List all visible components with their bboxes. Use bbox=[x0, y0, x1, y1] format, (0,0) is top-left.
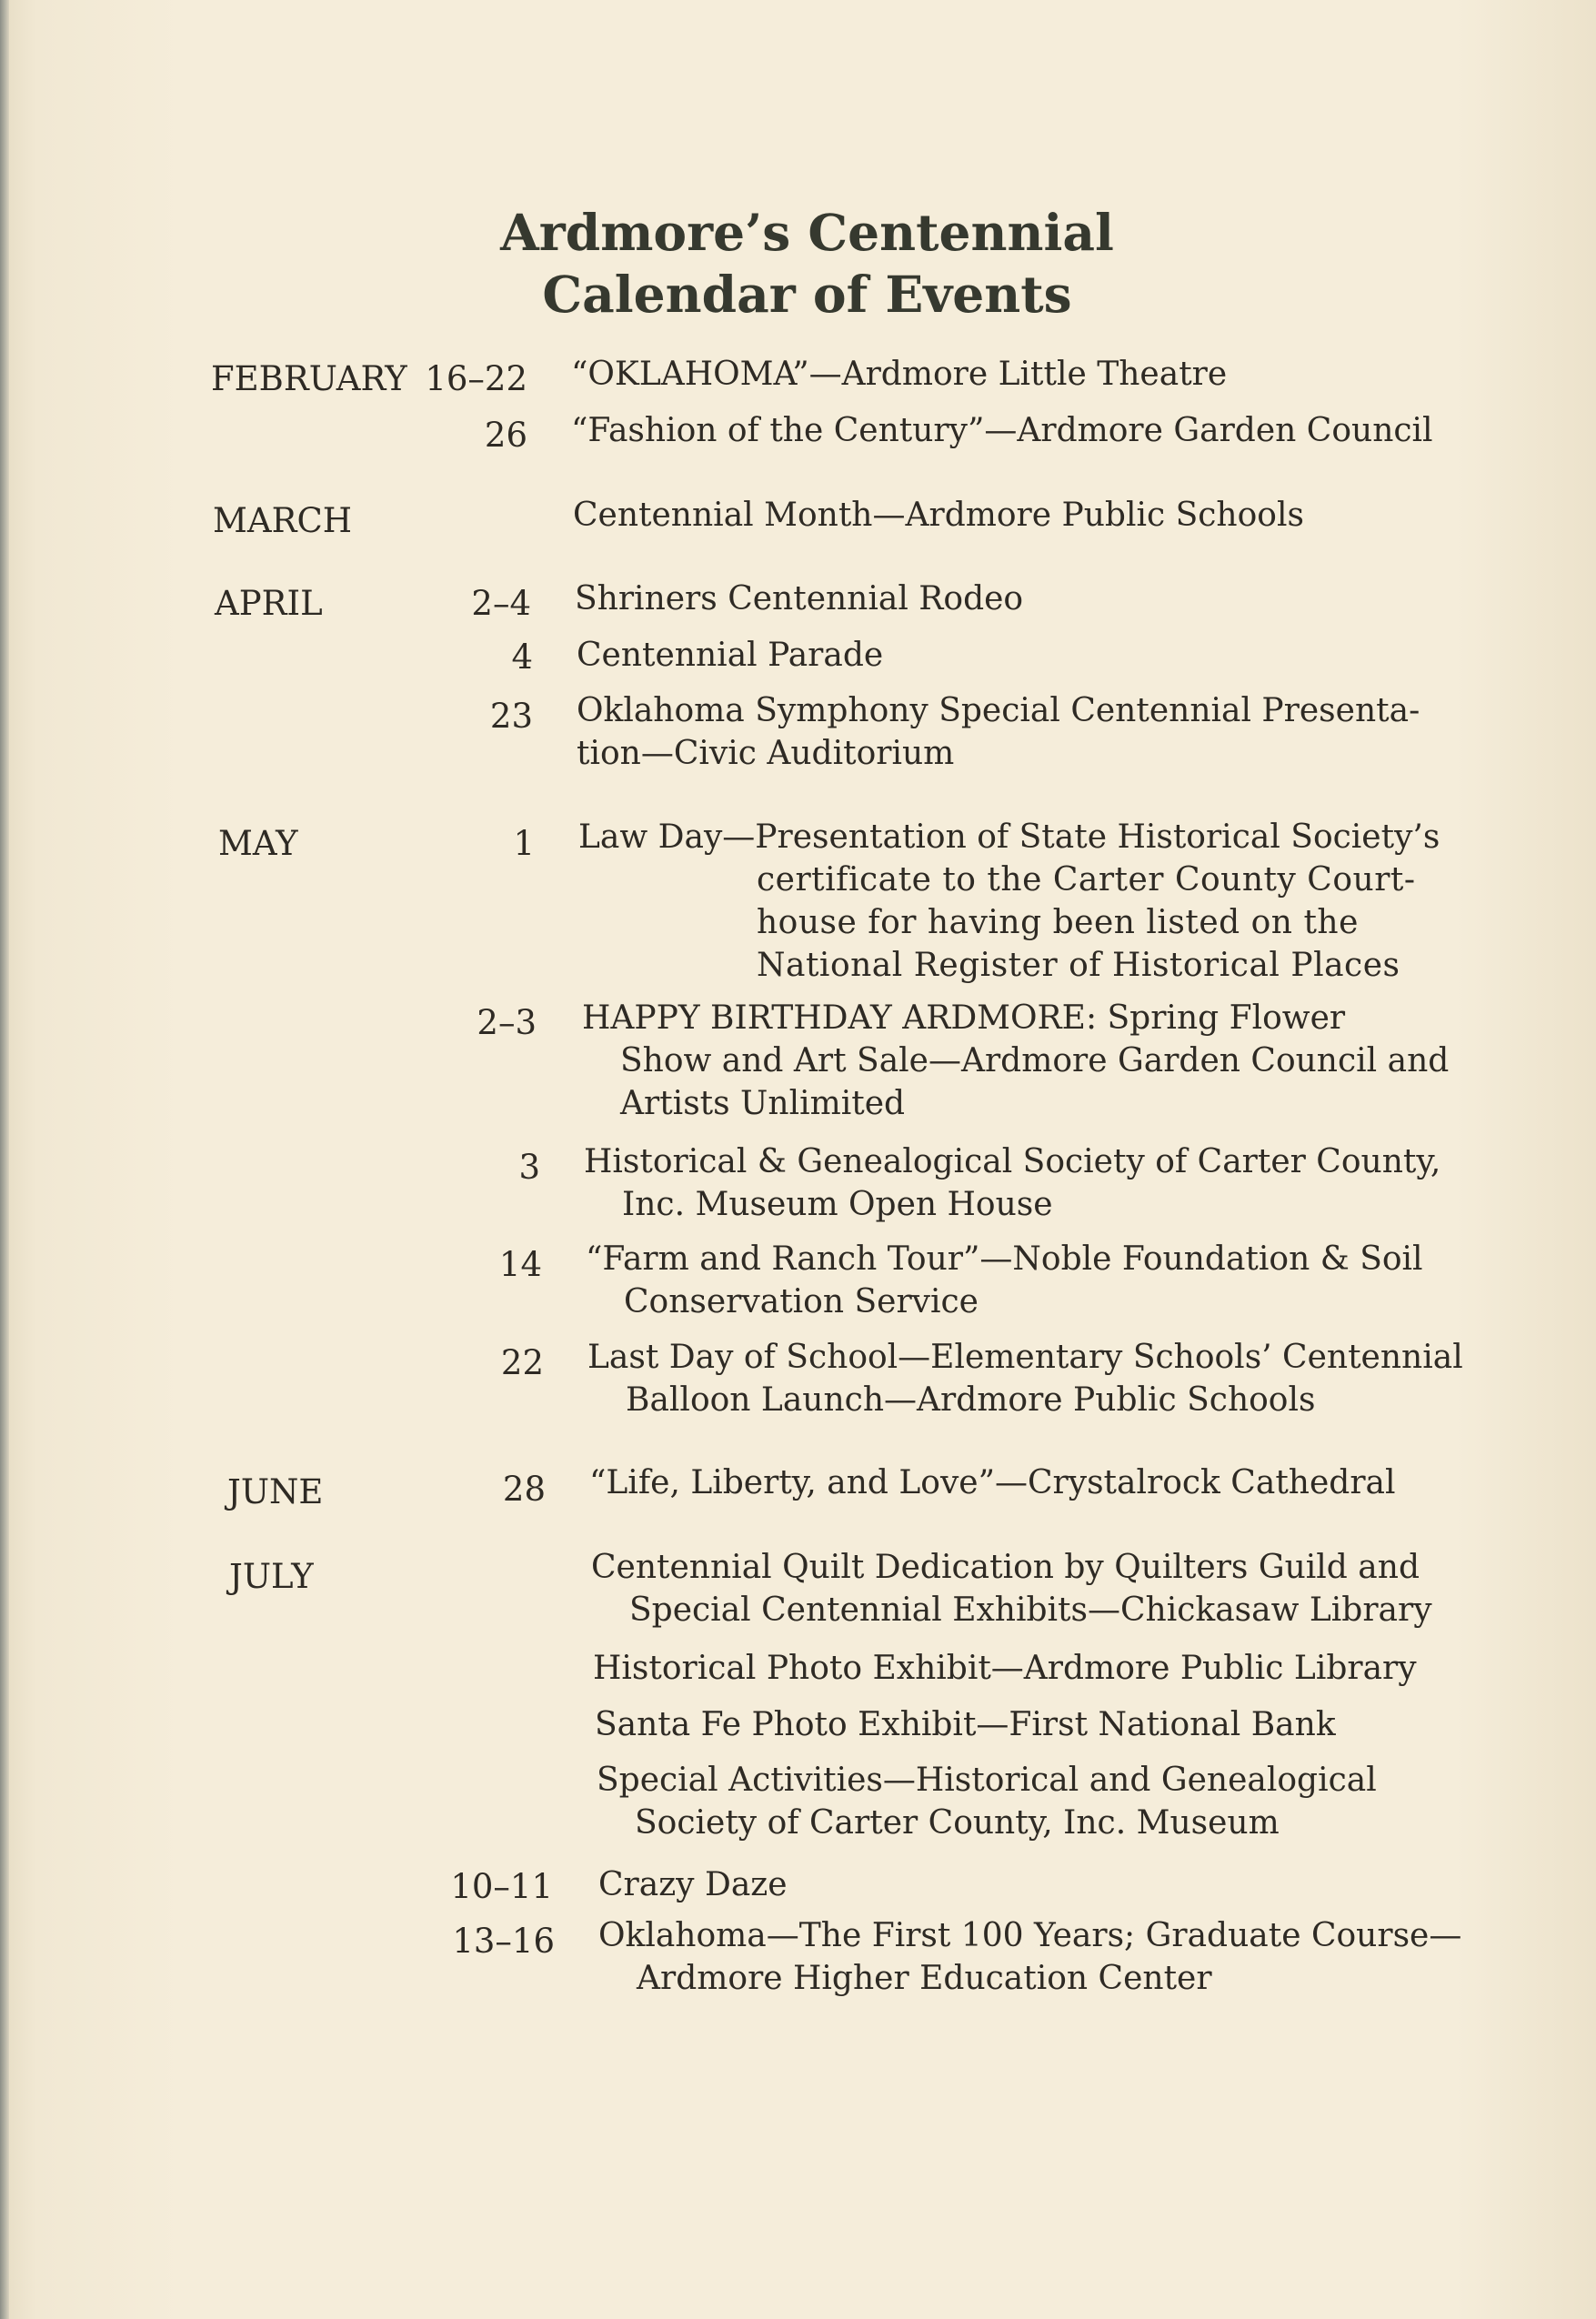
event-text-line: certificate to the Carter County Court- bbox=[757, 861, 1416, 898]
event-text: Centennial Parade bbox=[577, 637, 884, 674]
event-day: 3 bbox=[518, 1148, 540, 1187]
event-text-line: Show and Art Sale—Ardmore Garden Council and bbox=[620, 1042, 1450, 1079]
month-february: FEBRUARY bbox=[211, 359, 407, 398]
event-day: 4 bbox=[511, 637, 533, 677]
event-text: Historical Photo Exhibit—Ardmore Public Library bbox=[593, 1650, 1417, 1687]
event-day: 14 bbox=[498, 1245, 542, 1284]
event-text-line: Law Day—Presentation of State Historical Society’s bbox=[578, 818, 1440, 856]
event-text bbox=[598, 1914, 1462, 2000]
event-text bbox=[591, 1546, 1432, 1631]
page-title bbox=[0, 202, 1596, 326]
event-day: 26 bbox=[484, 416, 527, 455]
event-text-line: Last Day of School—Elementary Schools’ Centennial bbox=[587, 1339, 1463, 1376]
event-text bbox=[584, 1140, 1441, 1226]
event-text: Crazy Daze bbox=[598, 1866, 788, 1903]
event-text-line: Society of Carter County, Inc. Museum bbox=[635, 1804, 1280, 1842]
event-text bbox=[582, 997, 1450, 1125]
event-text-line: Conservation Service bbox=[624, 1283, 979, 1320]
event-text: “Fashion of the Century”—Ardmore Garden Council bbox=[571, 412, 1433, 449]
month-may: MAY bbox=[218, 824, 298, 863]
event-day: 10–11 bbox=[450, 1867, 553, 1906]
event-text-line: Inc. Museum Open House bbox=[622, 1186, 1053, 1223]
event-text bbox=[597, 1759, 1433, 1844]
title-line-1: Ardmore’s Centennial bbox=[500, 203, 1114, 262]
event-text-line: Centennial Quilt Dedication by Quilters Guild and bbox=[591, 1549, 1420, 1586]
month-march: MARCH bbox=[213, 501, 353, 540]
event-text-line: “Farm and Ranch Tour”—Noble Foundation & Soil bbox=[586, 1240, 1423, 1278]
event-day: 2–3 bbox=[477, 1003, 537, 1042]
event-day: 22 bbox=[500, 1343, 544, 1382]
event-text: Shriners Centennial Rodeo bbox=[575, 580, 1024, 617]
event-text-line: tion—Civic Auditorium bbox=[577, 735, 955, 772]
event-day: 1 bbox=[513, 824, 535, 863]
event-text bbox=[587, 1336, 1463, 1421]
event-text-line: Special Centennial Exhibits—Chickasaw Library bbox=[629, 1591, 1432, 1629]
month-april: APRIL bbox=[215, 584, 323, 623]
event-text bbox=[586, 1238, 1422, 1323]
event-text: “OKLAHOMA”—Ardmore Little Theatre bbox=[571, 356, 1228, 393]
event-day: 2–4 bbox=[471, 584, 531, 623]
event-text-line: HAPPY BIRTHDAY ARDMORE: Spring Flower bbox=[582, 999, 1346, 1037]
page-edge-shadow bbox=[0, 0, 9, 2319]
event-text: Santa Fe Photo Exhibit—First National Bank bbox=[595, 1706, 1336, 1743]
event-text-line: Ardmore Higher Education Center bbox=[637, 1960, 1212, 1997]
event-text-line: Historical & Genealogical Society of Carter County, bbox=[584, 1143, 1441, 1180]
event-text bbox=[577, 689, 1420, 775]
event-text-line: Balloon Launch—Ardmore Public Schools bbox=[626, 1381, 1316, 1419]
month-june: JUNE bbox=[227, 1472, 324, 1511]
event-text: “Life, Liberty, and Love”—Crystalrock Cathedral bbox=[589, 1464, 1396, 1501]
event-text-line: house for having been listed on the bbox=[757, 904, 1359, 941]
event-text bbox=[578, 816, 1440, 987]
month-july: JULY bbox=[229, 1557, 314, 1596]
event-text-line: Oklahoma—The First 100 Years; Graduate Course— bbox=[598, 1917, 1462, 1954]
event-text-line: National Register of Historical Places bbox=[757, 947, 1400, 984]
event-text-line: Special Activities—Historical and Genealogical bbox=[597, 1762, 1377, 1799]
event-day: 13–16 bbox=[452, 1922, 555, 1961]
event-day: 23 bbox=[489, 697, 533, 736]
event-day: 28 bbox=[502, 1470, 546, 1509]
title-line-2: Calendar of Events bbox=[542, 265, 1072, 324]
event-text-line: Oklahoma Symphony Special Centennial Presenta- bbox=[577, 692, 1420, 729]
event-text: Centennial Month—Ardmore Public Schools bbox=[573, 497, 1304, 534]
event-day: 16–22 bbox=[425, 359, 527, 398]
event-text-line: Artists Unlimited bbox=[620, 1085, 906, 1122]
